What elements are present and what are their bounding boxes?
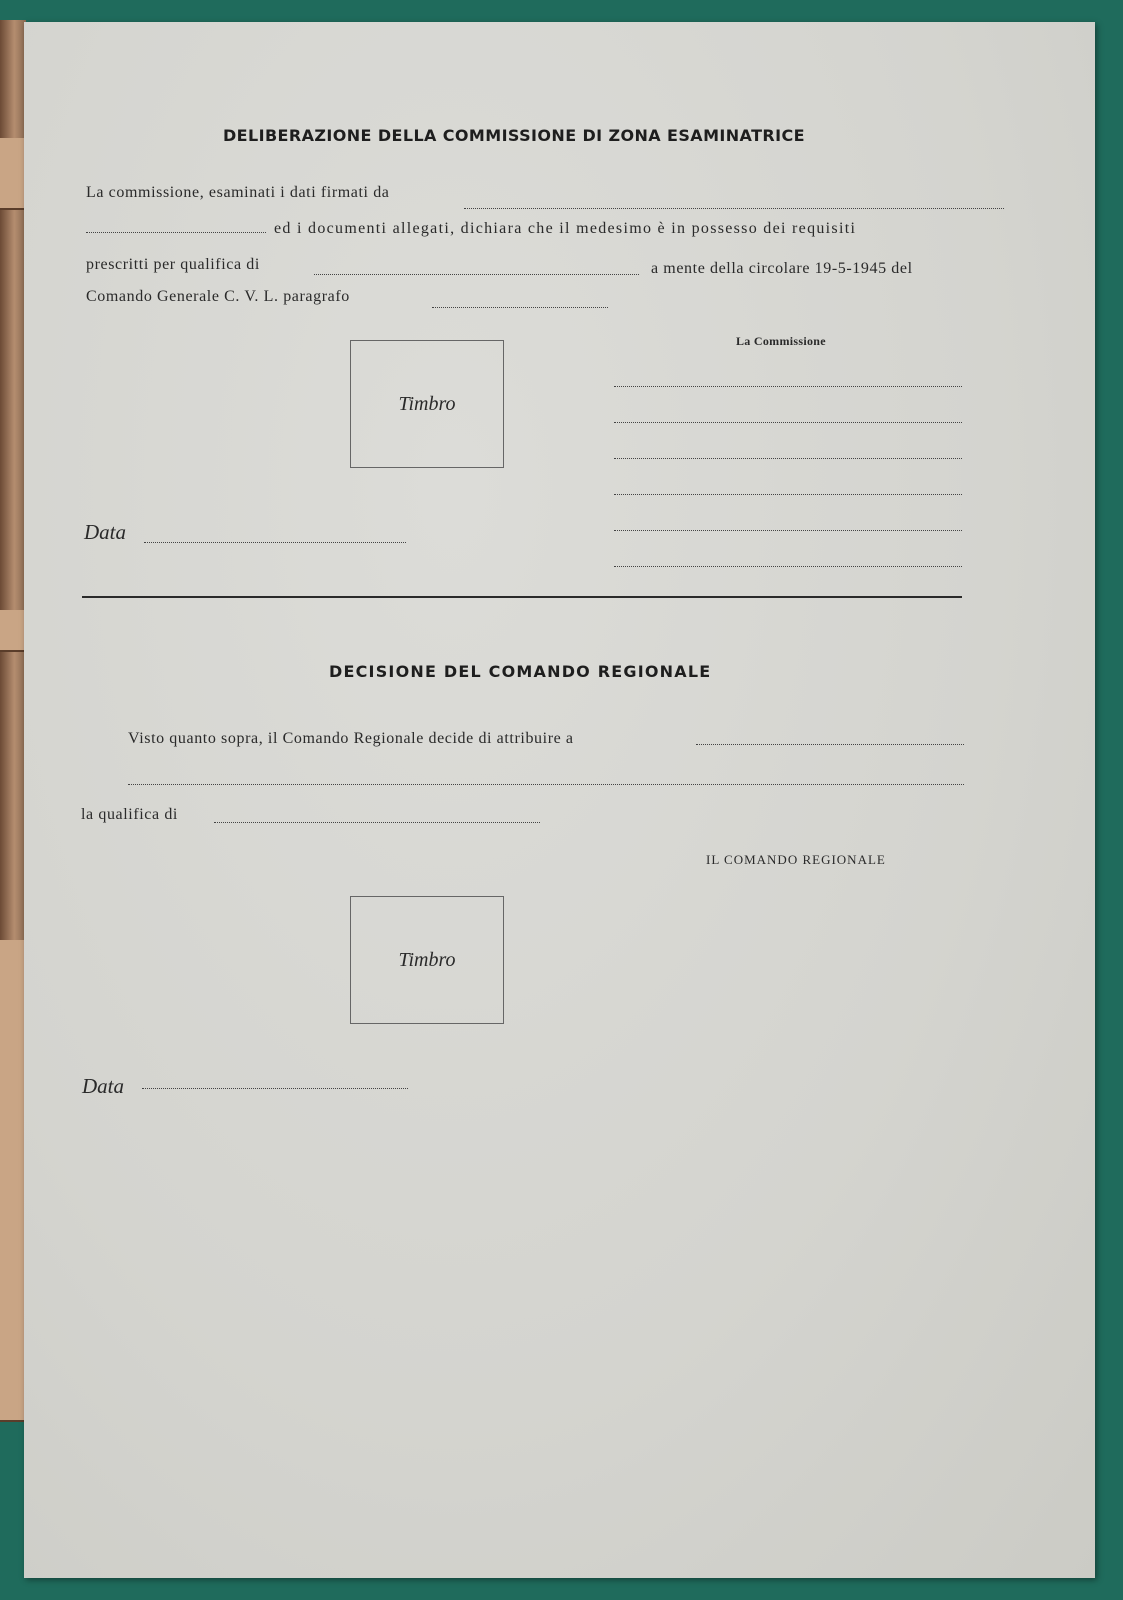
- regional-command-title: DECISIONE DEL COMANDO REGIONALE: [329, 662, 712, 681]
- stamp-box: [350, 340, 504, 468]
- commission-text-line3b: a mente della circolare 19-5-1945 del: [651, 260, 913, 277]
- section-divider: [82, 596, 962, 598]
- folder-binding: [0, 20, 26, 1410]
- commission-signature-line[interactable]: [614, 566, 962, 567]
- stamp-box: [350, 896, 504, 1024]
- paragraph-field[interactable]: [432, 307, 608, 308]
- stamp-label: Timbro: [398, 392, 456, 415]
- signer-name-field-cont[interactable]: [86, 232, 266, 233]
- commission-signature-label: La Commissione: [736, 334, 826, 348]
- regional-text-line1: Visto quanto sopra, il Comando Regionale decide di attribuire a: [128, 730, 574, 747]
- date-field[interactable]: [144, 542, 406, 543]
- commission-text-line3a: prescritti per qualifica di: [86, 256, 260, 273]
- form-page: [24, 22, 1095, 1578]
- assignee-name-field-cont[interactable]: [128, 784, 964, 785]
- commission-signature-line[interactable]: [614, 422, 962, 423]
- qualification-field[interactable]: [314, 274, 639, 275]
- binding-tab: [0, 610, 26, 652]
- regional-qualification-field[interactable]: [214, 822, 540, 823]
- date-field[interactable]: [142, 1088, 408, 1089]
- commission-text-line4: Comando Generale C. V. L. paragrafo: [86, 288, 350, 305]
- date-label: Data: [84, 520, 126, 544]
- regional-text-line2: la qualifica di: [81, 806, 178, 823]
- stamp-label: Timbro: [398, 948, 456, 971]
- commission-signature-line[interactable]: [614, 494, 962, 495]
- commission-title: DELIBERAZIONE DELLA COMMISSIONE DI ZONA ESAMINATRICE: [223, 126, 805, 145]
- assignee-name-field[interactable]: [696, 744, 964, 745]
- commission-signature-line[interactable]: [614, 530, 962, 531]
- commission-signature-line[interactable]: [614, 386, 962, 387]
- regional-command-signature-label: IL COMANDO REGIONALE: [706, 852, 886, 867]
- binding-tab: [0, 940, 26, 1422]
- commission-text-line2: ed i documenti allegati, dichiara che il medesimo è in possesso dei requisiti: [274, 220, 857, 237]
- commission-signature-line[interactable]: [614, 458, 962, 459]
- commission-text-line1: La commissione, esaminati i dati firmati da: [86, 184, 390, 201]
- date-label: Data: [82, 1074, 124, 1098]
- signer-name-field[interactable]: [464, 208, 1004, 209]
- binding-tab: [0, 138, 26, 210]
